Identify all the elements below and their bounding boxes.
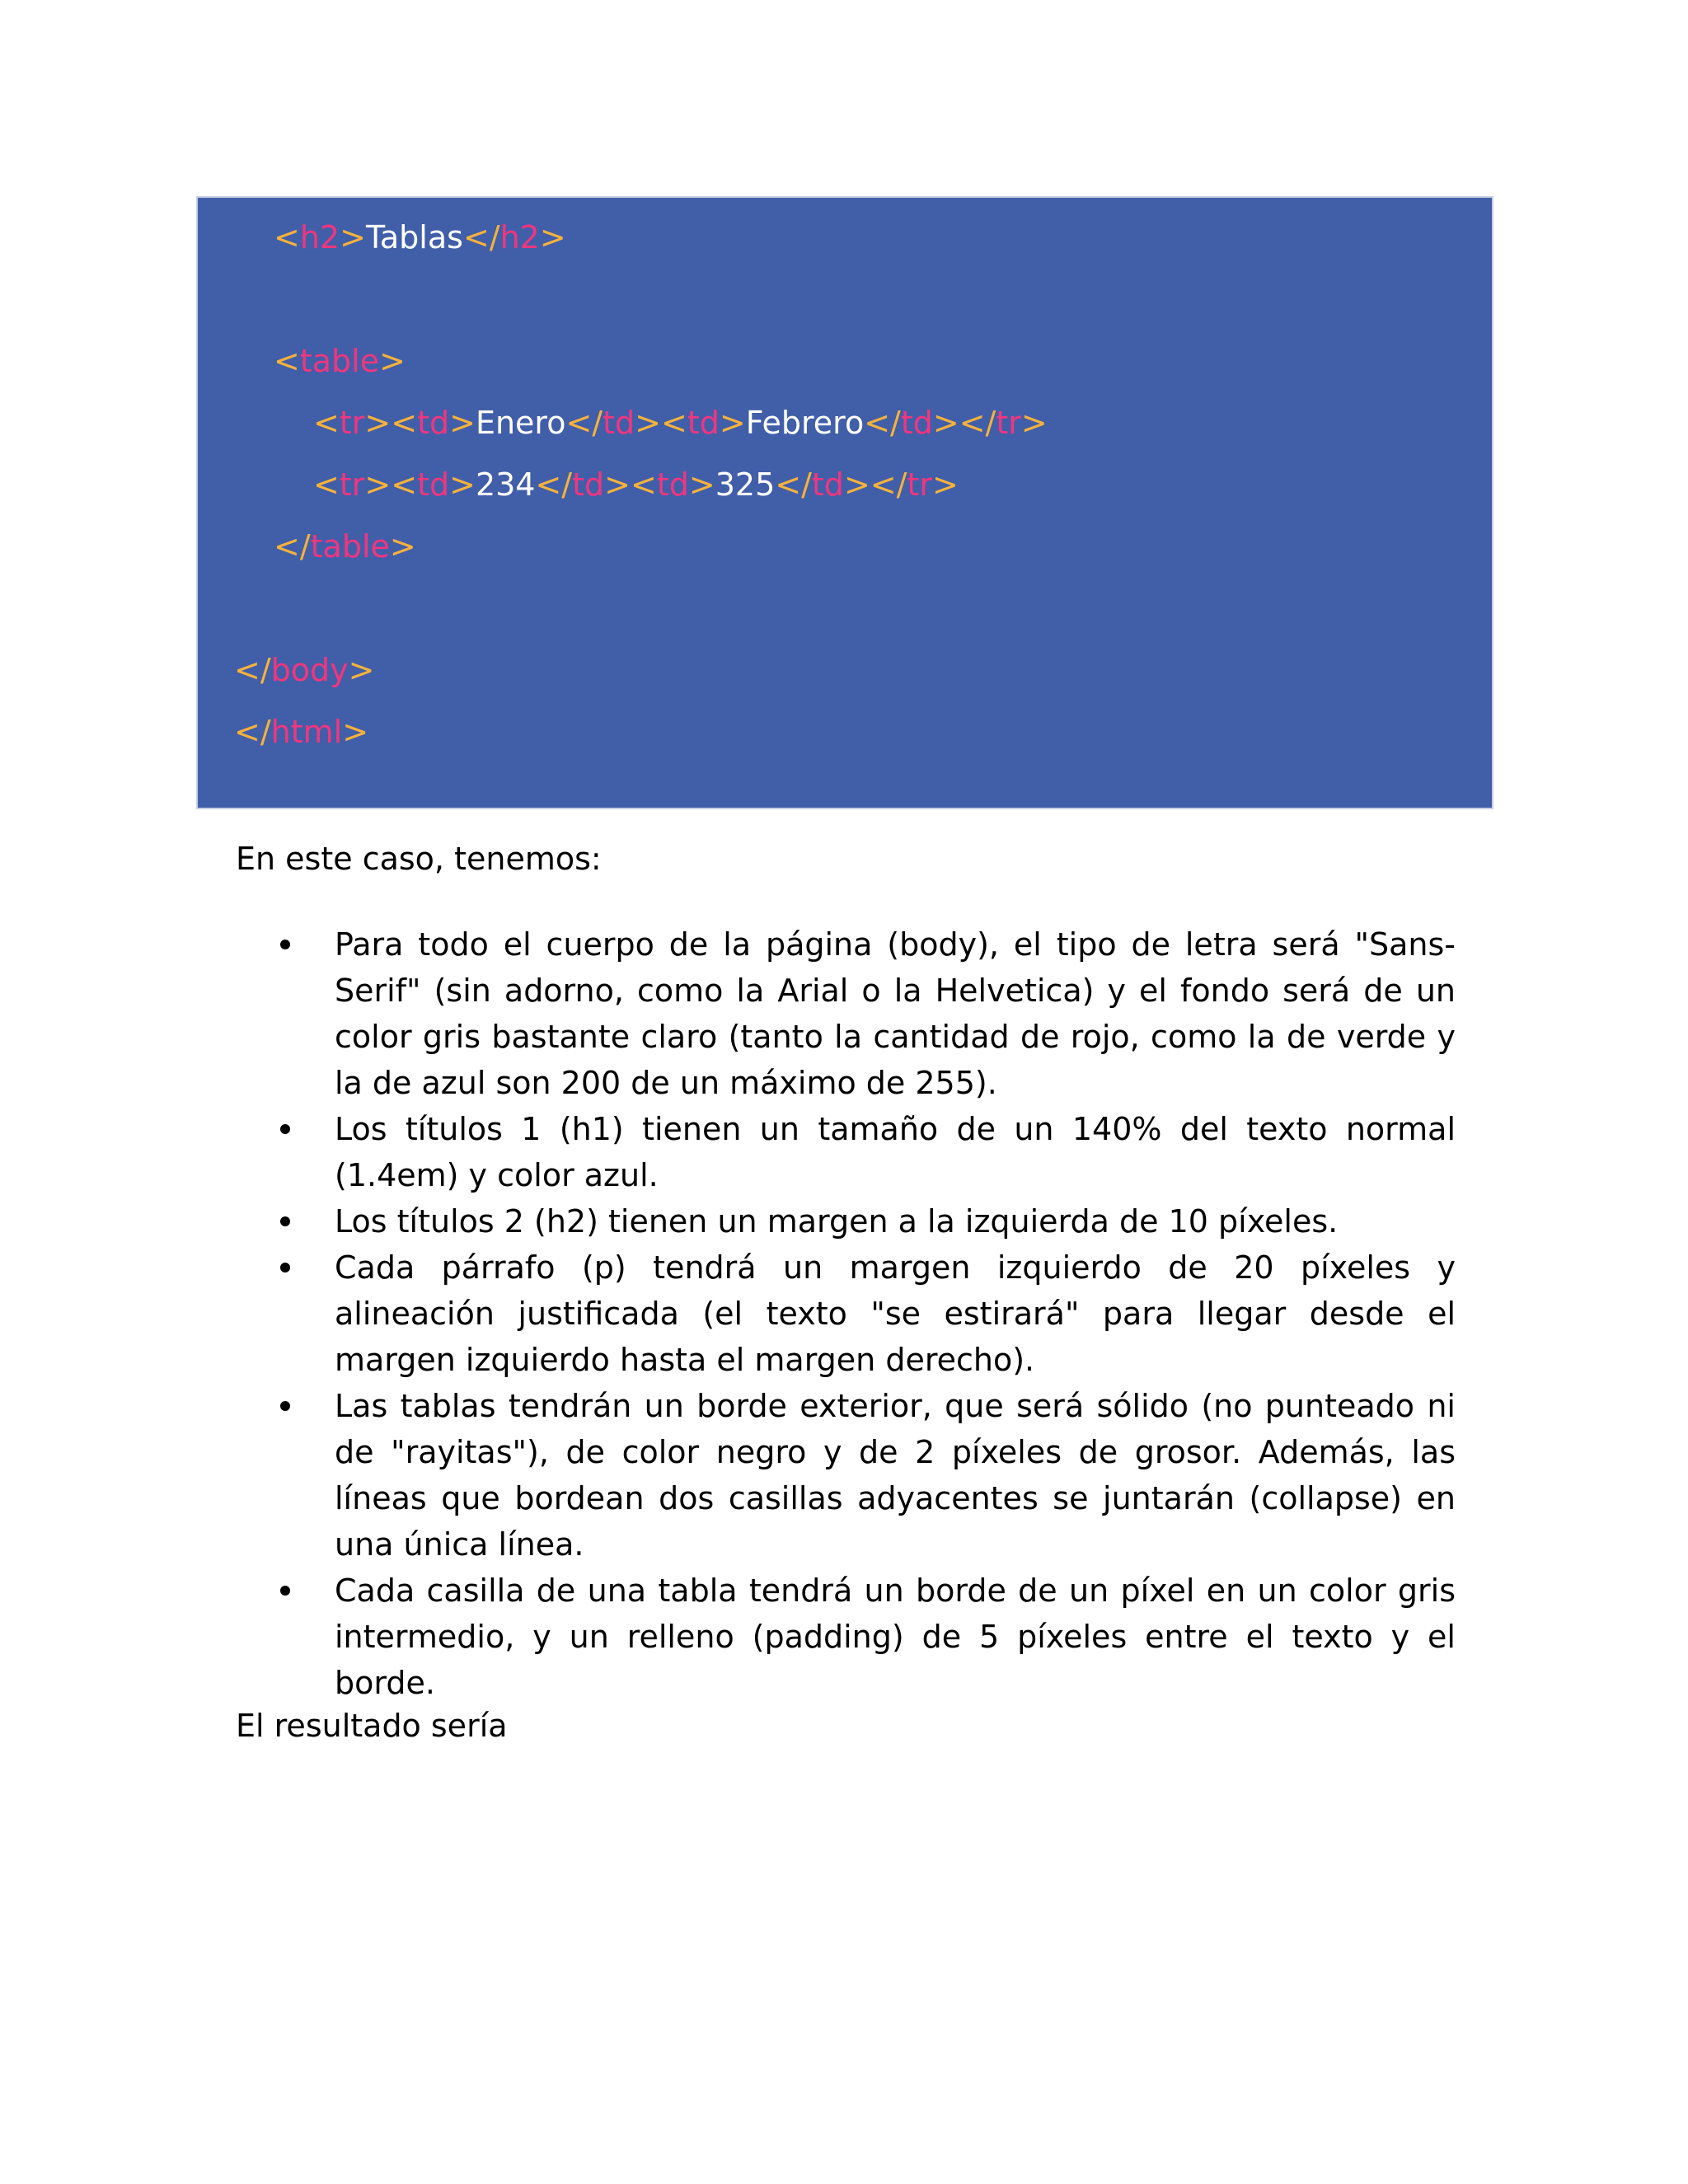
code-line: [234, 707, 368, 757]
code-tag-name: h2: [299, 219, 340, 255]
code-bracket: >: [931, 466, 959, 503]
code-text: Febrero: [745, 405, 865, 441]
code-bracket: >: [449, 405, 476, 441]
code-line: [313, 398, 1048, 448]
bullet-dot-icon: [280, 1216, 290, 1226]
bullet-dot-icon: [280, 940, 290, 949]
code-bracket: <: [274, 343, 300, 379]
code-text: Tablas: [365, 219, 463, 255]
bullet-text: Cada casilla de una tabla tendrá un borde de un píxel en un color gris intermedio, y un relleno (padding) de 5 píxeles entre el texto y el borde.: [335, 1572, 1456, 1701]
code-line: [274, 336, 406, 386]
code-bracket: </: [274, 528, 311, 565]
code-bracket: <: [313, 466, 340, 503]
code-tag-name: td: [603, 405, 635, 441]
code-block: [196, 196, 1493, 809]
bullet-item: [236, 921, 1456, 1106]
code-bracket: ></: [932, 405, 996, 441]
code-text: Enero: [475, 405, 566, 441]
code-tag-name: td: [417, 466, 450, 503]
bullet-text: Los títulos 2 (h2) tienen un margen a la izquierda de 10 píxeles.: [335, 1203, 1339, 1240]
code-tag-name: td: [811, 466, 844, 503]
code-tag-name: body: [270, 652, 349, 688]
code-bracket: </: [565, 405, 603, 441]
code-tag-name: table: [299, 343, 380, 379]
code-text: 325: [715, 466, 776, 503]
code-bracket: >: [379, 343, 406, 379]
bullet-item: [236, 1106, 1456, 1198]
code-tag-name: tr: [996, 405, 1021, 441]
code-bracket: ><: [635, 405, 687, 441]
code-line: [234, 645, 374, 695]
code-tag-name: html: [270, 714, 343, 750]
code-tag-name: tr: [339, 405, 365, 441]
bullet-dot-icon: [280, 1124, 290, 1134]
code-tag-name: table: [310, 528, 390, 565]
code-tag-name: td: [417, 405, 450, 441]
code-bracket: ><: [604, 466, 657, 503]
code-bracket: ><: [364, 466, 418, 503]
bullet-item: [236, 1244, 1456, 1383]
code-line: [313, 460, 959, 509]
code-bracket: ><: [364, 405, 418, 441]
code-tag-name: td: [656, 466, 689, 503]
code-text: 234: [475, 466, 536, 503]
code-tag-name: td: [687, 405, 720, 441]
bullet-dot-icon: [280, 1401, 290, 1411]
code-bracket: >: [719, 405, 746, 441]
code-bracket: >: [348, 652, 375, 688]
code-tag-name: td: [900, 405, 933, 441]
bullet-list: [236, 921, 1456, 1706]
code-bracket: </: [864, 405, 901, 441]
code-bracket: >: [389, 528, 416, 565]
code-bracket: </: [462, 219, 500, 255]
code-tag-name: tr: [907, 466, 932, 503]
code-bracket: >: [539, 219, 566, 255]
code-tag-name: tr: [339, 466, 365, 503]
bullet-text: Las tablas tendrán un borde exterior, que será sólido (no punteado ni de "rayitas"), de color negro y de 2 píxeles de grosor. Además, las líneas que bordean dos casillas adyacentes se juntarán (collapse) en una única línea.: [335, 1388, 1456, 1563]
code-bracket: </: [535, 466, 573, 503]
bullet-item: [236, 1198, 1456, 1244]
code-line: [274, 213, 566, 262]
bullet-text: Cada párrafo (p) tendrá un margen izquierdo de 20 píxeles y alineación justificada (el texto "se estirará" para llegar desde el margen izquierdo hasta el margen derecho).: [335, 1249, 1456, 1378]
code-bracket: >: [340, 219, 366, 255]
code-bracket: ></: [843, 466, 907, 503]
code-bracket: </: [775, 466, 812, 503]
bullet-item: [236, 1568, 1456, 1706]
code-bracket: </: [234, 714, 271, 750]
intro-paragraph: En este caso, tenemos:: [236, 841, 602, 877]
bullet-dot-icon: [280, 1263, 290, 1272]
code-bracket: >: [449, 466, 476, 503]
bullet-text: Para todo el cuerpo de la página (body), el tipo de letra será "Sans-Serif" (sin adorno, como la Arial o la Helvetica) y el fondo será de un color gris bastante claro (tanto la cantidad de rojo, como la de verde y la de azul son 200 de un máximo de 255).: [335, 926, 1456, 1101]
code-bracket: <: [313, 405, 340, 441]
code-tag-name: td: [572, 466, 605, 503]
code-bracket: >: [688, 466, 715, 503]
bullet-dot-icon: [280, 1586, 290, 1596]
code-bracket: >: [342, 714, 369, 750]
code-line: [274, 522, 416, 571]
result-paragraph: El resultado sería: [236, 1708, 508, 1744]
code-bracket: <: [274, 219, 300, 255]
bullet-text: Los títulos 1 (h1) tienen un tamaño de un 140% del texto normal (1.4em) y color azul.: [335, 1111, 1456, 1193]
code-bracket: >: [1020, 405, 1048, 441]
bullet-item: [236, 1383, 1456, 1568]
code-tag-name: h2: [499, 219, 540, 255]
code-bracket: </: [234, 652, 271, 688]
